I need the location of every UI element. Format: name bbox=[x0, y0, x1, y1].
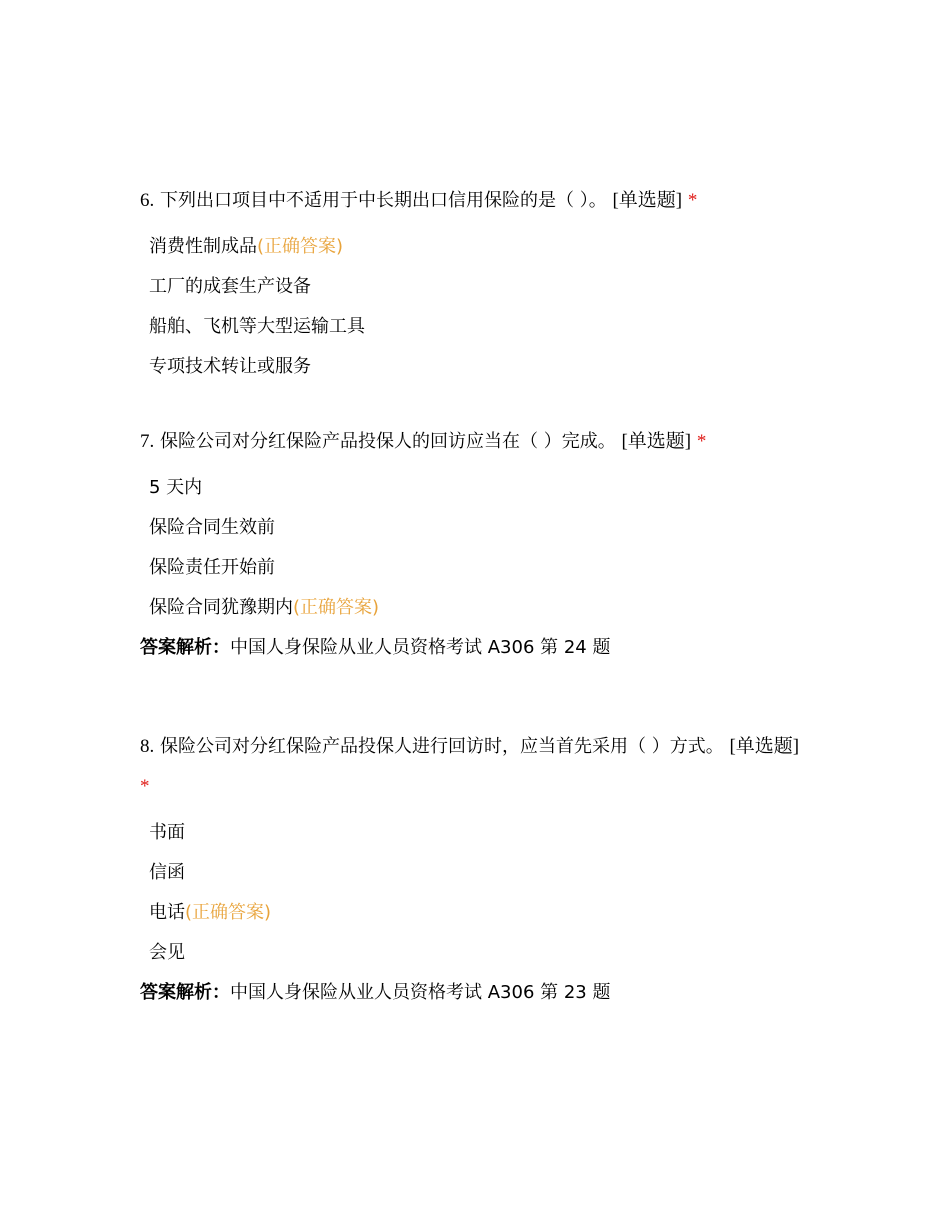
option-label: 书面 bbox=[149, 822, 185, 843]
option-item bbox=[149, 933, 800, 973]
correct-answer-note: (正确答案) bbox=[293, 597, 380, 618]
question-title bbox=[140, 727, 800, 807]
question-type-tag: [单选题] bbox=[612, 190, 683, 211]
question-text: 保险公司对分红保险产品投保人的回访应当在（ ）完成。 bbox=[159, 431, 616, 452]
option-item bbox=[149, 588, 800, 628]
analysis-label: 答案解析： bbox=[140, 982, 230, 1003]
option-label: 工厂的成套生产设备 bbox=[149, 276, 311, 297]
analysis-text: 中国人身保险从业人员资格考试 A306 第 24 题 bbox=[230, 637, 611, 658]
option-label: 保险合同犹豫期内 bbox=[149, 597, 293, 618]
question-text: 下列出口项目中不适用于中长期出口信用保险的是（ ）。 bbox=[159, 190, 607, 211]
option-label: 会见 bbox=[149, 942, 185, 963]
option-label: 消费性制成品 bbox=[149, 236, 257, 257]
option-item bbox=[149, 813, 800, 853]
option-item bbox=[149, 307, 800, 347]
option-item bbox=[149, 548, 800, 588]
question-type-tag: [单选题] bbox=[729, 736, 800, 757]
required-mark: * bbox=[140, 776, 150, 797]
option-item bbox=[149, 267, 800, 307]
analysis-label: 答案解析： bbox=[140, 637, 230, 658]
required-mark: * bbox=[687, 190, 698, 211]
analysis-text: 中国人身保险从业人员资格考试 A306 第 23 题 bbox=[230, 982, 611, 1003]
option-label: 5 天内 bbox=[149, 477, 203, 498]
answer-analysis bbox=[140, 973, 800, 1013]
option-list bbox=[140, 227, 800, 387]
question-6 bbox=[140, 181, 800, 387]
option-label: 保险责任开始前 bbox=[149, 557, 275, 578]
question-8 bbox=[140, 727, 800, 1013]
option-list bbox=[140, 468, 800, 628]
option-item bbox=[149, 227, 800, 267]
option-item bbox=[149, 508, 800, 548]
required-mark: * bbox=[696, 431, 707, 452]
correct-answer-note: (正确答案) bbox=[257, 236, 344, 257]
option-list bbox=[140, 813, 800, 973]
question-text: 保险公司对分红保险产品投保人进行回访时，应当首先采用（ ）方式。 bbox=[159, 736, 724, 757]
correct-answer-note: (正确答案) bbox=[185, 902, 272, 923]
option-label: 保险合同生效前 bbox=[149, 517, 275, 538]
option-item bbox=[149, 853, 800, 893]
option-label: 电话 bbox=[149, 902, 185, 923]
option-label: 信函 bbox=[149, 862, 185, 883]
question-title bbox=[140, 422, 800, 462]
option-label: 专项技术转让或服务 bbox=[149, 356, 311, 377]
option-item bbox=[149, 347, 800, 387]
question-type-tag: [单选题] bbox=[621, 431, 692, 452]
question-number: 6. bbox=[140, 190, 155, 211]
question-7 bbox=[140, 422, 800, 668]
option-label: 船舶、飞机等大型运输工具 bbox=[149, 316, 365, 337]
option-item bbox=[149, 468, 800, 508]
answer-analysis bbox=[140, 628, 800, 668]
question-number: 7. bbox=[140, 431, 155, 452]
question-number: 8. bbox=[140, 736, 155, 757]
question-title bbox=[140, 181, 800, 221]
option-item bbox=[149, 893, 800, 933]
